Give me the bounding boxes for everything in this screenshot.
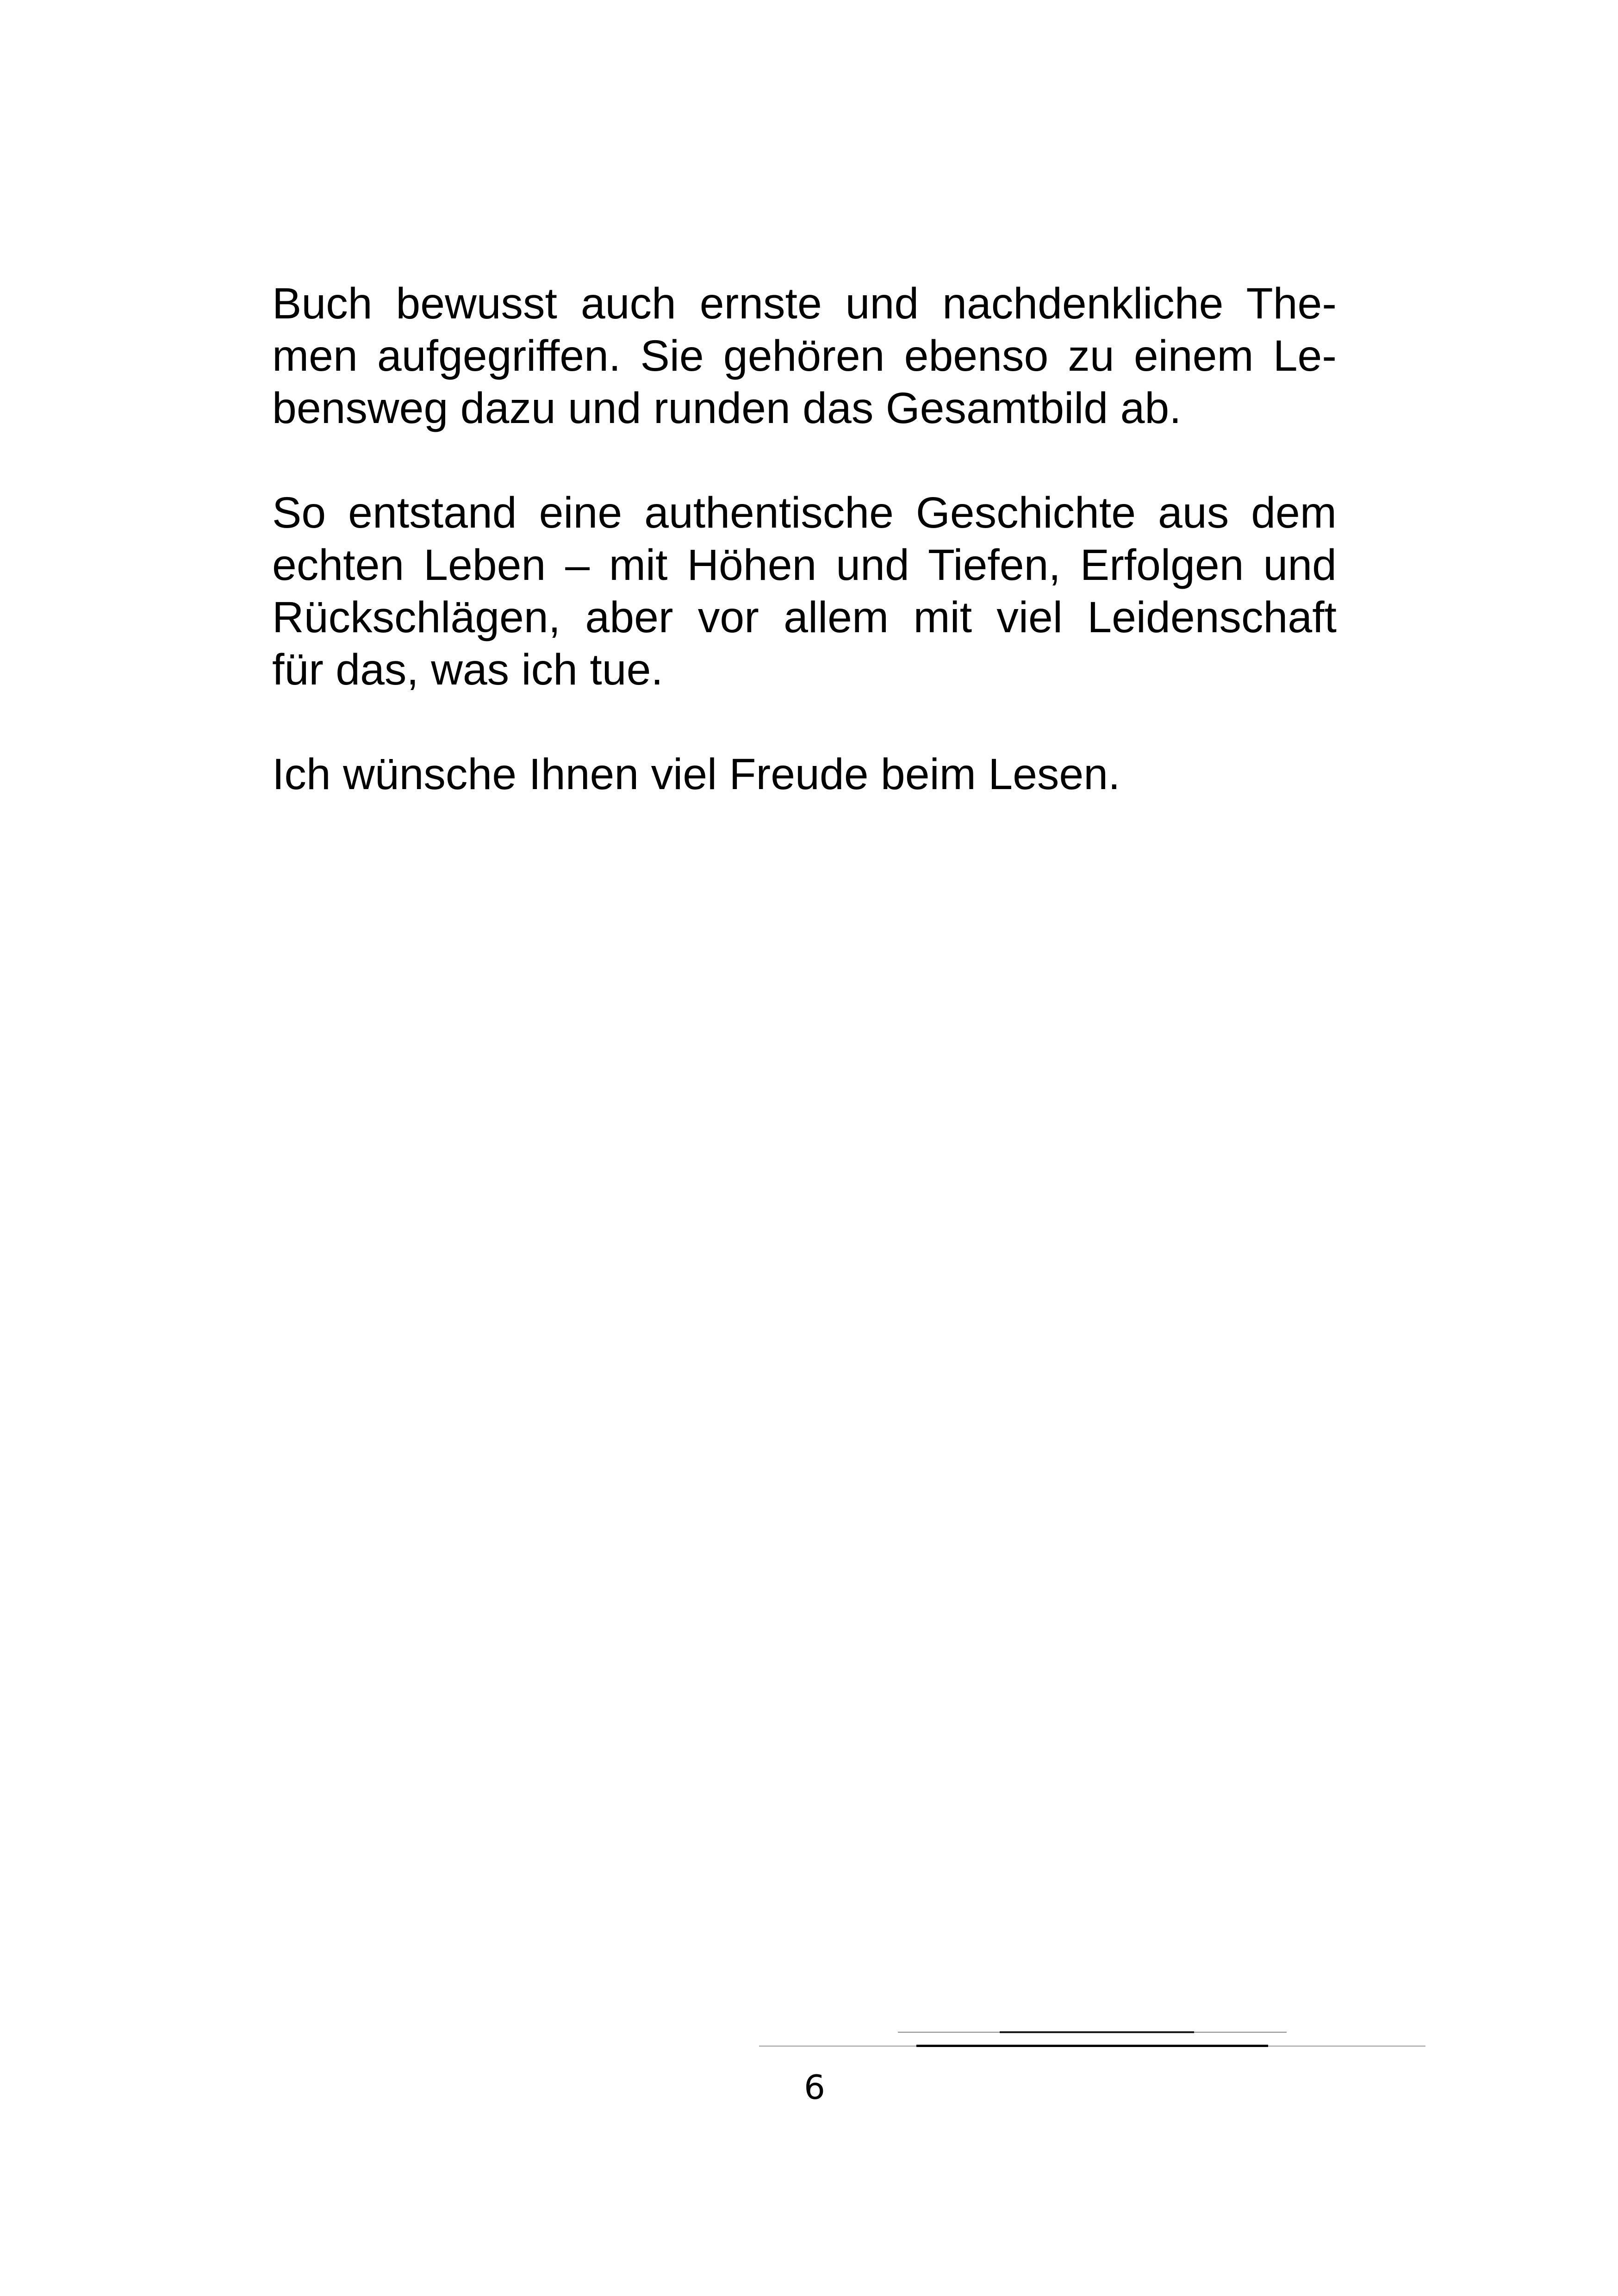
text-line: Ich wünsche Ihnen viel Freude beim Lesen. bbox=[272, 750, 1120, 799]
text-line: Rückschlägen, aber vor allem mit viel Leidenschaft bbox=[272, 593, 1337, 642]
text-line: men aufgegriffen. Sie gehören ebenso zu einem Le- bbox=[272, 331, 1337, 380]
text-line: bensweg dazu und runden das Gesamtbild ab. bbox=[272, 384, 1182, 433]
rule-line-lower-dark bbox=[916, 2045, 1268, 2047]
text-line: So entstand eine authentische Geschichte aus dem bbox=[272, 488, 1337, 537]
paragraph-2 bbox=[272, 487, 1337, 696]
text-line: für das, was ich tue. bbox=[272, 645, 663, 694]
text-line: Buch bewusst auch ernste und nachdenkliche The- bbox=[272, 279, 1337, 328]
footer-decorative-rule bbox=[759, 2032, 1444, 2055]
page-number: 6 bbox=[804, 2068, 825, 2107]
paragraph-3 bbox=[272, 748, 1337, 801]
rule-line-upper-dark bbox=[1000, 2031, 1194, 2033]
body-text bbox=[272, 278, 1337, 801]
paragraph-1 bbox=[272, 278, 1337, 435]
text-line: echten Leben – mit Höhen und Tiefen, Erfolgen und bbox=[272, 541, 1337, 590]
